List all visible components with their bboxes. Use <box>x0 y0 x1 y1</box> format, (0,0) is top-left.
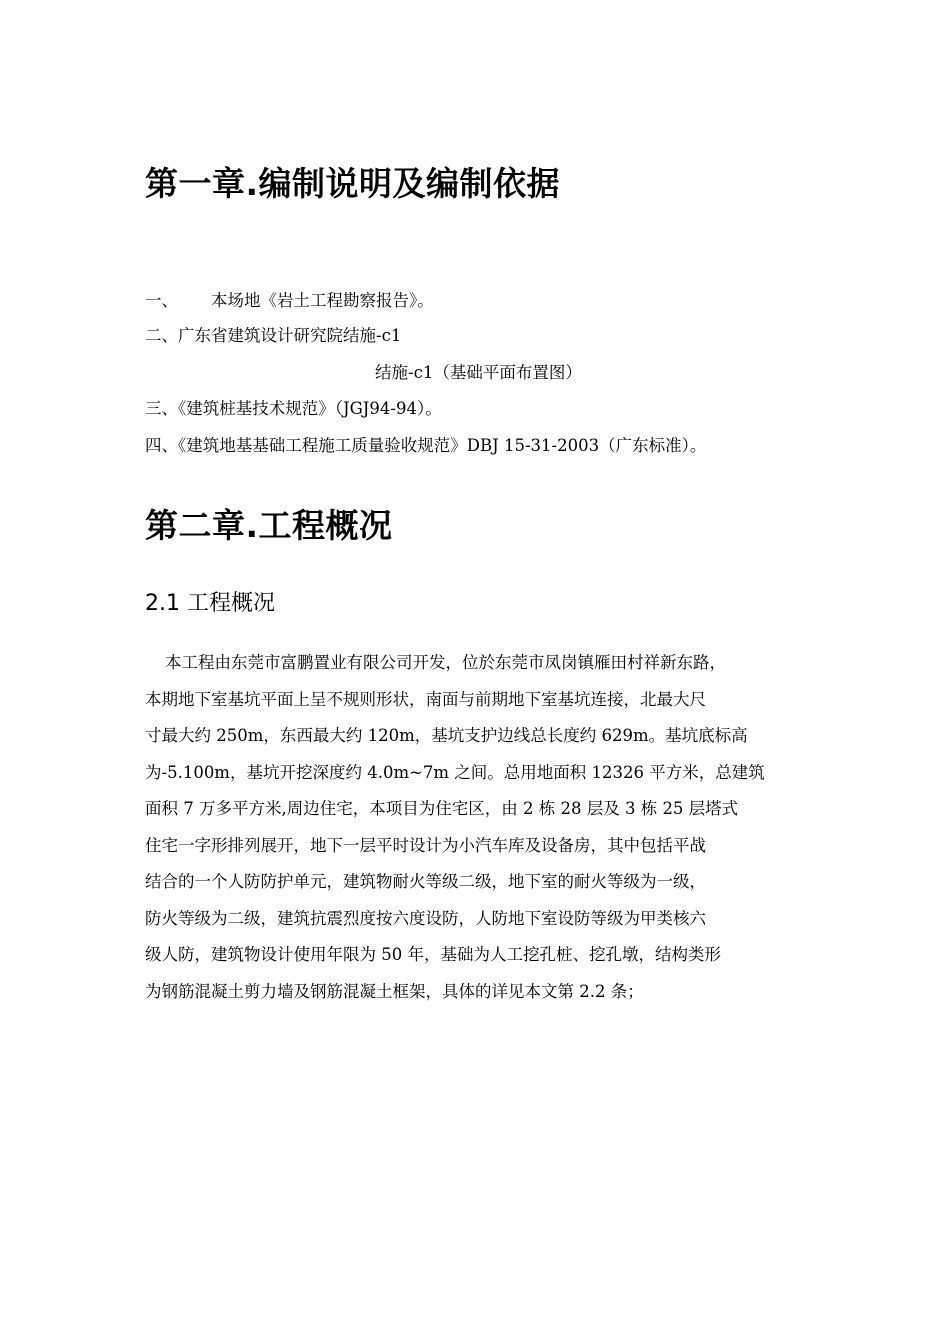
paragraph-line: 结合的一个人防防护单元，建筑物耐火等级二级，地下室的耐火等级为一级， <box>145 872 706 891</box>
chapter-1-title: 第一章.编制说明及编制依据 <box>145 164 561 203</box>
paragraph-line: 级人防，建筑物设计使用年限为 50 年，基础为人工挖孔桩、挖孔墩，结构类形 <box>145 945 721 964</box>
paragraph-line: 为-5.100m，基坑开挖深度约 4.0m~7m 之间。总用地面积 12326 平方米，总建筑 <box>145 762 765 782</box>
paragraph-line: 为钢筋混凝土剪力墙及钢筋混凝土框架，具体的详见本文第 2.2 条； <box>145 981 644 1001</box>
chapter-2-title: 第二章.工程概况 <box>145 506 393 545</box>
reference-item-1-text: 本场地《岩土工程勘察报告》。 <box>211 291 434 310</box>
paragraph-line: 住宅一字形排列展开，地下一层平时设计为小汽车库及设备房，其中包括平战 <box>145 835 706 855</box>
reference-item-4: 四、《建筑地基基础工程施工质量验收规范》DBJ 15-31-2003（广东标准）。 <box>145 436 707 455</box>
project-overview-paragraph <box>145 652 825 1017</box>
reference-item-2: 二、广东省建筑设计研究院结施-c1 <box>145 326 402 345</box>
paragraph-line: 本期地下室基坑平面上呈不规则形状，南面与前期地下室基坑连接，北最大尺 <box>145 689 706 709</box>
paragraph-line: 面积 7 万多平方米,周边住宅，本项目为住宅区，由 2 栋 28 层及 3 栋 25 层塔式 <box>145 799 739 818</box>
reference-item-3: 三、《建筑桩基技术规范》（JGJ94-94）。 <box>145 399 442 418</box>
paragraph-line: 本工程由东莞市富鹏置业有限公司开发，位於东莞市凤岗镇雁田村祥新东路， <box>165 653 726 672</box>
paragraph-line: 寸最大约 250m，东西最大约 120m，基坑支护边线总长度约 629m。基坑底标高 <box>145 726 748 745</box>
paragraph-line: 防火等级为二级，建筑抗震烈度按六度设防，人防地下室设防等级为甲类核六 <box>145 908 706 928</box>
reference-item-1-number: 一、 <box>145 291 178 310</box>
reference-item-1 <box>145 290 434 312</box>
section-2-1-title: 2.1 工程概况 <box>145 591 275 616</box>
reference-item-2-continuation: 结施-c1（基础平面布置图） <box>375 363 582 382</box>
